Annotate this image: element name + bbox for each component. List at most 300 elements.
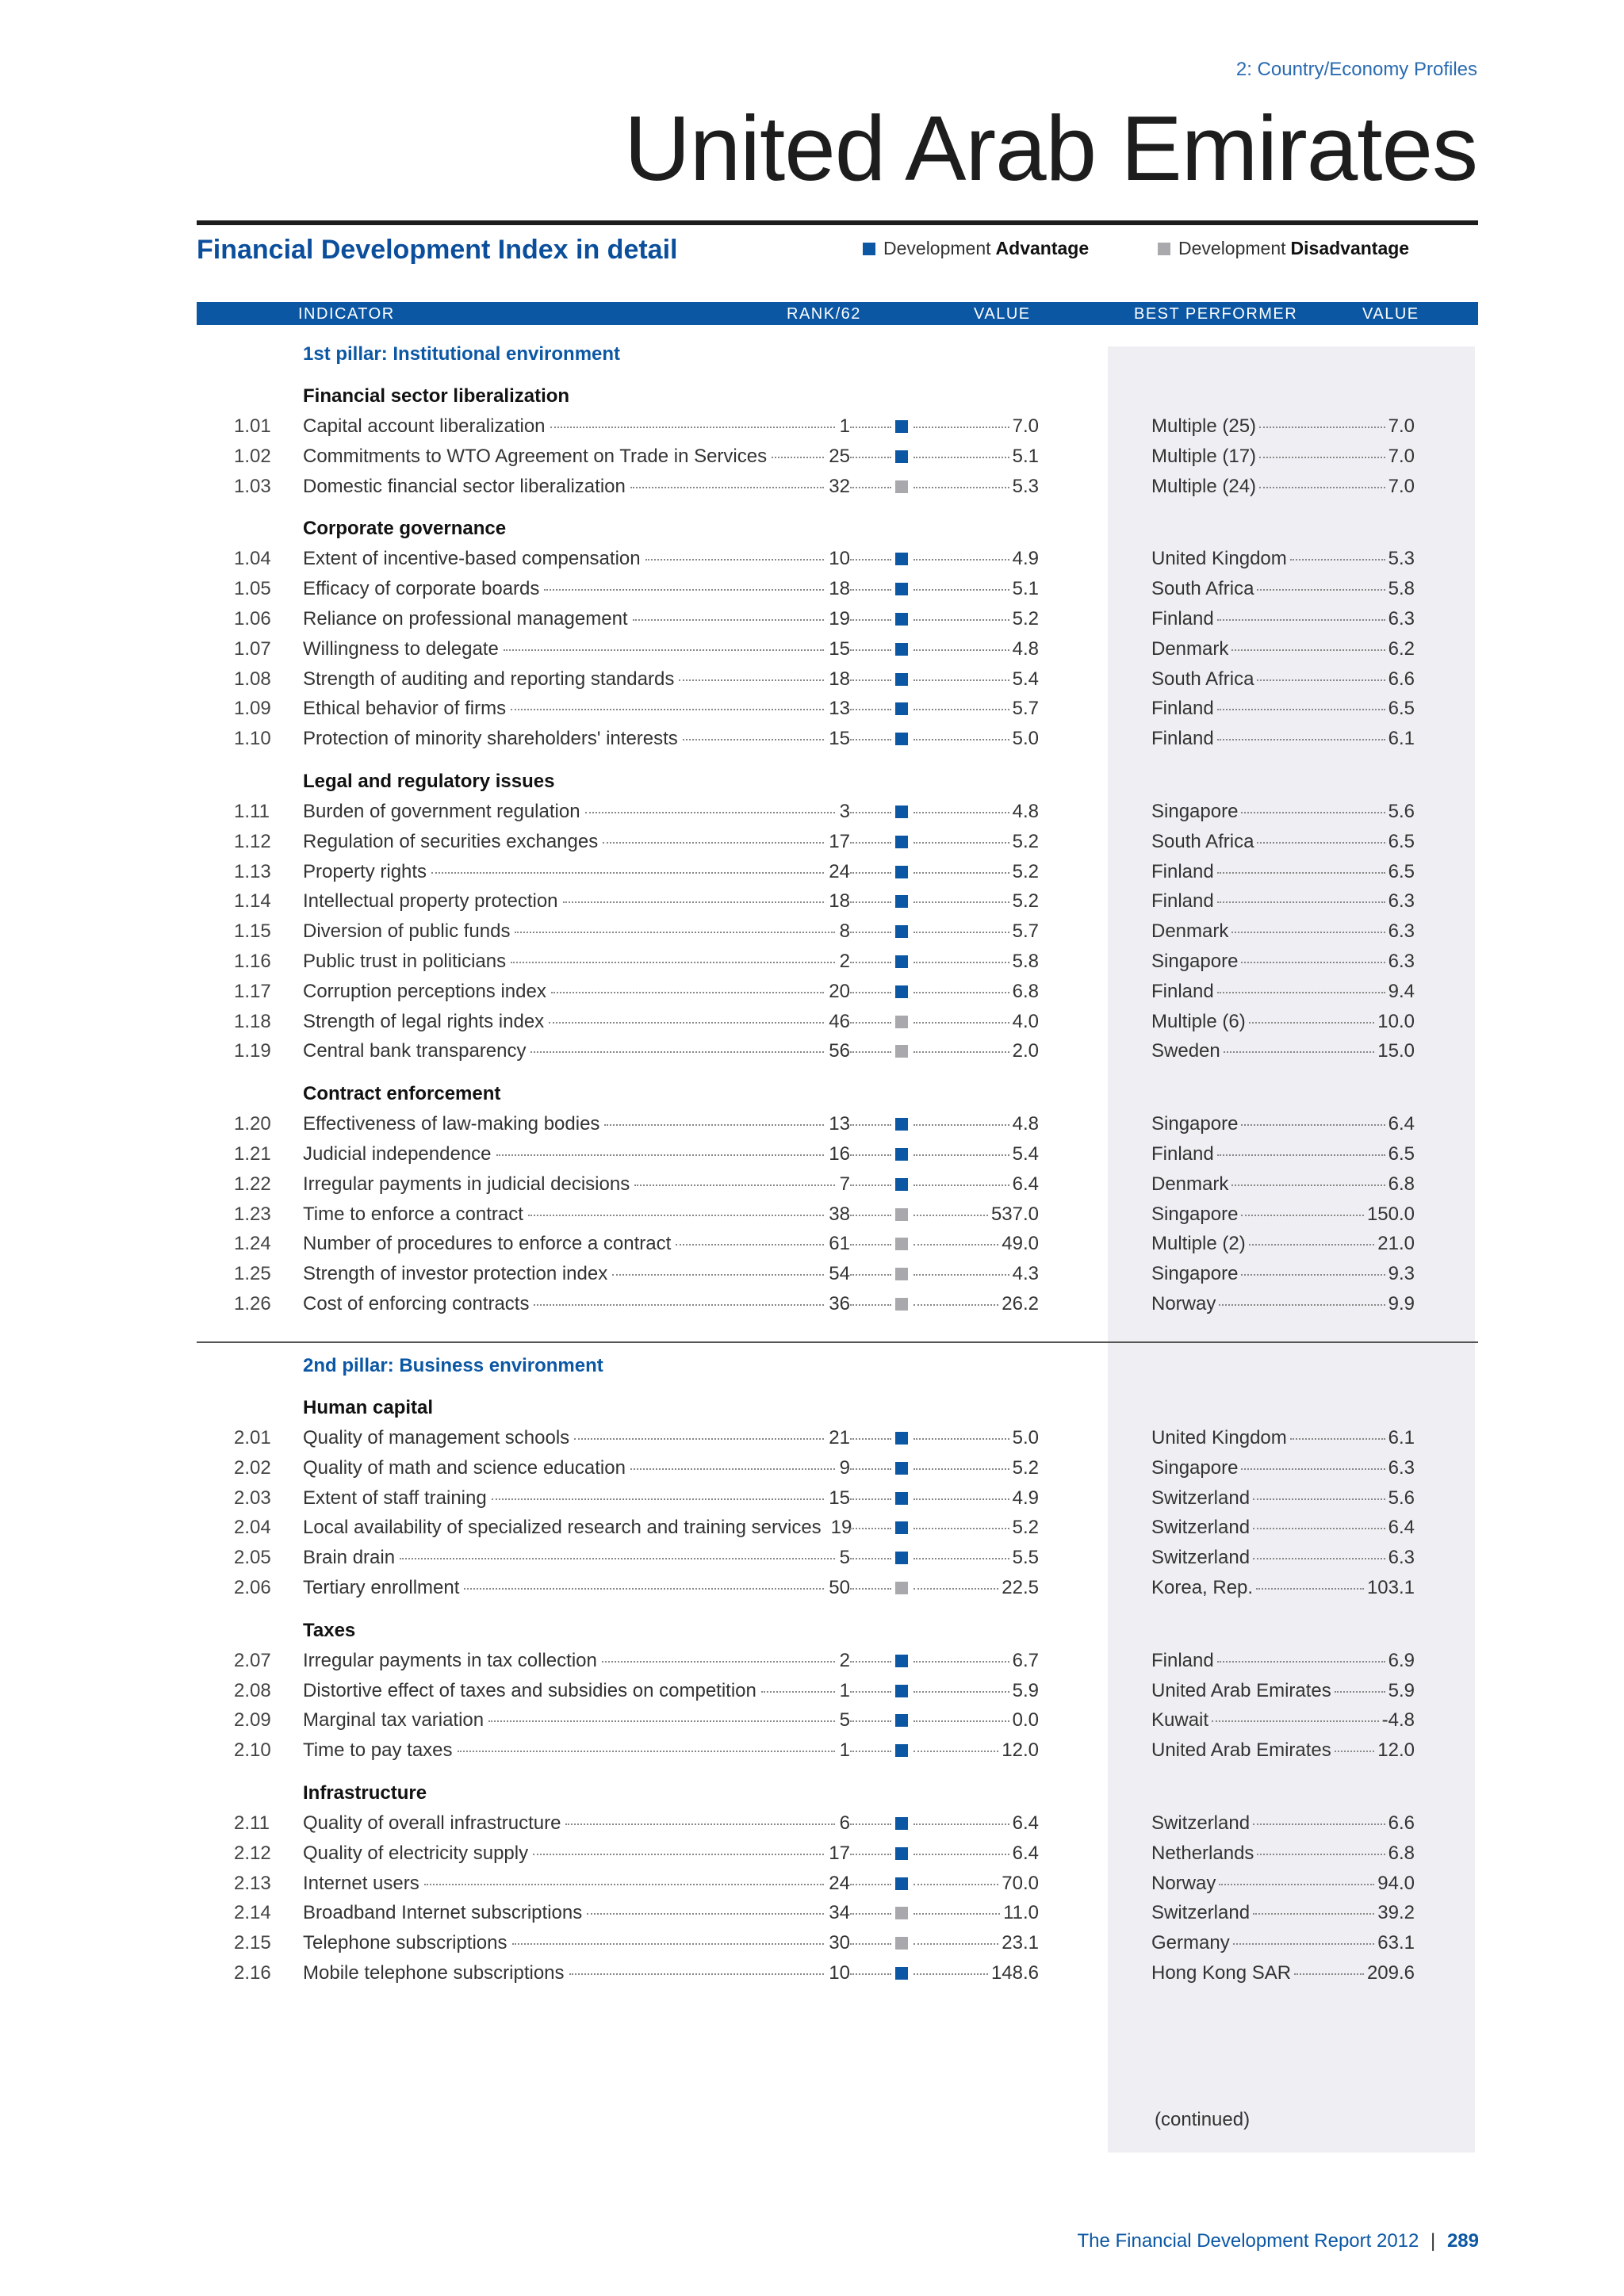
- dot-leader: [850, 1913, 891, 1915]
- indicator-cell: [303, 608, 850, 630]
- best-performer-cell: [1151, 1113, 1415, 1135]
- dot-leader: [458, 1751, 835, 1752]
- indicator-cell: [303, 1173, 850, 1196]
- best-performer-value: 6.1: [1388, 1427, 1415, 1448]
- dot-leader: [1257, 589, 1385, 591]
- indicator-number: 1.25: [234, 1263, 271, 1285]
- best-performer-value: 9.4: [1388, 980, 1415, 1002]
- group-title: Contract enforcement: [303, 1083, 501, 1105]
- rank-value: 24: [829, 1872, 850, 1894]
- indicator-cell: [303, 951, 850, 973]
- value-cell: [914, 1427, 1039, 1449]
- best-performer-cell: [1151, 831, 1415, 853]
- best-performer-name: Singapore: [1151, 1263, 1239, 1285]
- dot-leader: [1217, 739, 1385, 740]
- indicator-value: 0.0: [1012, 1709, 1039, 1732]
- advantage-square-icon: [895, 553, 908, 565]
- best-performer-value: 5.8: [1388, 578, 1415, 600]
- best-performer-name: Multiple (25): [1151, 415, 1257, 437]
- dot-leader: [850, 1438, 891, 1440]
- indicator-value: 5.0: [1012, 728, 1039, 750]
- table-row: [0, 1011, 1624, 1039]
- value-cell: [914, 1203, 1039, 1226]
- col-indicator: INDICATOR: [298, 305, 395, 323]
- indicator-number: 2.08: [234, 1679, 271, 1701]
- group-title: Corporate governance: [303, 518, 507, 540]
- table-row: [0, 1293, 1624, 1322]
- table-row: [0, 578, 1624, 607]
- advantage-square-icon: [895, 583, 908, 595]
- dot-leader: [1217, 1154, 1385, 1156]
- rank-value: 56: [829, 1040, 850, 1062]
- best-performer-cell: [1151, 951, 1415, 973]
- dot-leader: [1253, 1498, 1385, 1500]
- advantage-square-icon: [895, 450, 908, 463]
- dot-leader: [1249, 1244, 1375, 1246]
- best-performer-name: Switzerland: [1151, 1547, 1251, 1569]
- dot-leader: [914, 962, 1009, 963]
- advantage-square-icon: [895, 836, 908, 848]
- dot-leader: [850, 1751, 891, 1752]
- rank-value: 50: [829, 1577, 850, 1598]
- table-row: [0, 476, 1624, 504]
- indicator-cell: [303, 1650, 850, 1672]
- indicator-name: Irregular payments in judicial decisions: [303, 1173, 630, 1195]
- best-performer-cell: [1151, 1011, 1415, 1033]
- dot-leader: [550, 427, 835, 428]
- index-heading: Financial Development Index in detail: [197, 235, 678, 265]
- indicator-cell: [303, 1517, 850, 1539]
- advantage-square-icon: [895, 866, 908, 878]
- dot-leader: [1290, 1438, 1385, 1440]
- best-performer-value: 39.2: [1377, 1902, 1415, 1924]
- indicator-value: 5.1: [1012, 578, 1039, 600]
- best-performer-name: Norway: [1151, 1872, 1216, 1894]
- dot-leader: [850, 619, 891, 621]
- indicator-number: 2.12: [234, 1842, 271, 1864]
- dot-leader: [914, 1274, 1009, 1276]
- best-performer-value: 6.6: [1388, 668, 1415, 690]
- indicator-value: 4.8: [1012, 801, 1039, 822]
- dot-leader: [850, 1215, 891, 1216]
- dot-leader: [569, 1973, 825, 1975]
- rank-value: 61: [829, 1233, 850, 1255]
- value-cell: [914, 1173, 1039, 1196]
- table-row: [0, 831, 1624, 859]
- indicator-number: 2.02: [234, 1456, 271, 1479]
- best-performer-cell: [1151, 1709, 1415, 1732]
- table-row: [0, 608, 1624, 637]
- best-performer-cell: [1151, 801, 1415, 823]
- indicator-cell: [303, 1263, 850, 1285]
- best-performer-value: 9.3: [1388, 1263, 1415, 1285]
- dot-leader: [1231, 649, 1385, 651]
- dot-leader: [1241, 962, 1385, 963]
- best-performer-name: Finland: [1151, 1143, 1214, 1165]
- best-performer-value: 21.0: [1377, 1233, 1415, 1255]
- dot-leader: [914, 1823, 1009, 1825]
- best-performer-value: 209.6: [1366, 1962, 1415, 1984]
- indicator-number: 1.07: [234, 637, 271, 660]
- dot-leader: [914, 1244, 998, 1246]
- advantage-square-icon: [895, 895, 908, 908]
- indicator-cell: [303, 668, 850, 691]
- indicator-cell: [303, 1843, 850, 1865]
- value-cell: [914, 638, 1039, 660]
- table-row: [0, 1577, 1624, 1605]
- indicator-value: 5.2: [1012, 890, 1039, 913]
- dot-leader: [850, 739, 891, 740]
- best-performer-name: Finland: [1151, 980, 1214, 1002]
- dot-leader: [850, 1823, 891, 1825]
- section-label: 2: Country/Economy Profiles: [1235, 59, 1477, 80]
- rank-value: 2: [839, 1649, 850, 1671]
- dot-leader: [850, 1022, 891, 1024]
- best-performer-cell: [1151, 1577, 1415, 1599]
- dot-leader: [850, 1468, 891, 1470]
- best-performer-cell: [1151, 1680, 1415, 1702]
- advantage-square-icon: [895, 420, 908, 433]
- indicator-name: Property rights: [303, 860, 427, 882]
- dot-leader: [850, 1051, 891, 1053]
- best-performer-cell: [1151, 415, 1415, 438]
- dot-leader: [761, 1691, 835, 1693]
- best-performer-name: Singapore: [1151, 1456, 1239, 1479]
- indicator-value: 6.4: [1012, 1173, 1039, 1195]
- advantage-square-icon: [895, 1877, 908, 1890]
- dot-leader: [551, 992, 824, 993]
- dot-leader: [1212, 1720, 1379, 1722]
- indicator-number: 2.13: [234, 1872, 271, 1894]
- rank-value: 25: [829, 445, 850, 467]
- dot-leader: [914, 872, 1009, 874]
- dot-leader: [914, 1215, 988, 1216]
- indicator-value: 26.2: [1002, 1293, 1039, 1314]
- dot-leader: [850, 901, 891, 903]
- table-row: [0, 1040, 1624, 1069]
- indicator-number: 1.14: [234, 890, 271, 913]
- best-performer-name: South Africa: [1151, 578, 1254, 600]
- dot-leader: [1217, 901, 1385, 903]
- best-performer-cell: [1151, 1263, 1415, 1285]
- dot-leader: [1257, 1854, 1385, 1855]
- indicator-number: 1.21: [234, 1143, 271, 1165]
- pillar-title: 1st pillar: Institutional environment: [303, 343, 621, 365]
- best-performer-cell: [1151, 1203, 1415, 1226]
- dot-leader: [914, 1691, 1009, 1693]
- best-performer-cell: [1151, 548, 1415, 570]
- rank-value: 34: [829, 1902, 850, 1924]
- indicator-cell: [303, 1143, 850, 1165]
- indicator-number: 1.08: [234, 668, 271, 690]
- table-row: [0, 1203, 1624, 1232]
- rank-value: 18: [829, 578, 850, 600]
- table-row: [0, 548, 1624, 576]
- dot-leader: [914, 1751, 998, 1752]
- dot-leader: [1294, 1973, 1364, 1975]
- advantage-swatch-icon: [863, 243, 875, 255]
- dot-leader: [914, 1661, 1009, 1663]
- indicator-value: 6.8: [1012, 980, 1039, 1002]
- indicator-cell: [303, 1487, 850, 1510]
- rank-value: 5: [839, 1547, 850, 1569]
- dot-leader: [914, 457, 1009, 458]
- group-title: Human capital: [303, 1397, 434, 1418]
- indicator-number: 1.10: [234, 728, 271, 750]
- value-cell: [914, 1293, 1039, 1315]
- indicator-name: Irregular payments in tax collection: [303, 1649, 597, 1671]
- rank-value: 17: [829, 1842, 850, 1864]
- best-performer-value: 6.5: [1388, 830, 1415, 852]
- rank-value: 9: [839, 1456, 850, 1479]
- best-performer-cell: [1151, 890, 1415, 913]
- indicator-name: Time to enforce a contract: [303, 1203, 523, 1225]
- dot-leader: [914, 649, 1009, 651]
- dot-leader: [850, 872, 891, 874]
- indicator-value: 5.4: [1012, 1143, 1039, 1165]
- group-title: Financial sector liberalization: [303, 385, 570, 407]
- best-performer-name: Switzerland: [1151, 1487, 1251, 1509]
- dot-leader: [850, 457, 891, 458]
- dot-leader: [914, 589, 1009, 591]
- value-cell: [914, 1011, 1039, 1033]
- dot-leader: [1257, 842, 1385, 844]
- indicator-value: 5.2: [1012, 830, 1039, 852]
- indicator-number: 1.09: [234, 698, 271, 720]
- dot-leader: [1249, 1022, 1375, 1024]
- col-value: VALUE: [974, 305, 1031, 323]
- dot-leader: [1217, 1661, 1385, 1663]
- indicator-cell: [303, 1011, 850, 1033]
- dot-leader: [914, 739, 1009, 740]
- dot-leader: [850, 1973, 891, 1975]
- best-performer-value: 6.6: [1388, 1812, 1415, 1834]
- dot-leader: [676, 1244, 824, 1246]
- value-cell: [914, 1487, 1039, 1510]
- best-performer-value: 6.3: [1388, 920, 1415, 943]
- rank-value: 20: [829, 980, 850, 1002]
- value-cell: [914, 1962, 1039, 1984]
- dot-leader: [1259, 487, 1385, 488]
- indicator-cell: [303, 890, 850, 913]
- group-title: Taxes: [303, 1619, 356, 1641]
- dot-leader: [679, 679, 824, 681]
- value-cell: [914, 1739, 1039, 1762]
- indicator-name: Quality of electricity supply: [303, 1842, 529, 1864]
- indicator-name: Quality of management schools: [303, 1427, 570, 1448]
- value-cell: [914, 981, 1039, 1003]
- indicator-value: 5.2: [1012, 608, 1039, 629]
- indicator-name: Domestic financial sector liberalization: [303, 475, 626, 497]
- indicator-number: 1.04: [234, 548, 271, 570]
- dot-leader: [488, 1720, 835, 1722]
- disadvantage-square-icon: [895, 1937, 908, 1950]
- dot-leader: [850, 1720, 891, 1722]
- best-performer-name: South Africa: [1151, 830, 1254, 852]
- best-performer-cell: [1151, 1143, 1415, 1165]
- indicator-number: 1.22: [234, 1173, 271, 1195]
- indicator-cell: [303, 801, 850, 823]
- table-row: [0, 890, 1624, 919]
- dot-leader: [602, 1661, 835, 1663]
- table-row: [0, 1547, 1624, 1575]
- indicator-value: 5.7: [1012, 920, 1039, 943]
- indicator-cell: [303, 1427, 850, 1449]
- indicator-value: 5.3: [1012, 475, 1039, 497]
- indicator-value: 2.0: [1012, 1040, 1039, 1062]
- disadvantage-square-icon: [895, 1045, 908, 1058]
- best-performer-value: 6.4: [1388, 1113, 1415, 1135]
- rank-value: 1: [839, 1679, 850, 1701]
- table-row: [0, 638, 1624, 667]
- best-performer-name: Multiple (24): [1151, 475, 1257, 497]
- indicator-name: Burden of government regulation: [303, 801, 580, 822]
- indicator-cell: [303, 831, 850, 853]
- rank-value: 13: [829, 1113, 850, 1135]
- indicator-number: 2.15: [234, 1932, 271, 1954]
- dot-leader: [850, 649, 891, 651]
- table-row: [0, 1457, 1624, 1486]
- best-performer-cell: [1151, 1233, 1415, 1255]
- dot-leader: [850, 1854, 891, 1855]
- table-row: [0, 1709, 1624, 1738]
- indicator-number: 2.04: [234, 1517, 271, 1539]
- best-performer-name: Norway: [1151, 1293, 1216, 1314]
- best-performer-value: 10.0: [1377, 1010, 1415, 1032]
- dot-leader: [850, 487, 891, 488]
- footer-report-title: The Financial Development Report 2012: [1077, 2230, 1419, 2252]
- rank-value: 38: [829, 1203, 850, 1225]
- indicator-name: Commitments to WTO Agreement on Trade in Services: [303, 445, 768, 467]
- table-row: [0, 1233, 1624, 1261]
- indicator-number: 1.19: [234, 1040, 271, 1062]
- indicator-value: 5.0: [1012, 1427, 1039, 1448]
- best-performer-name: Multiple (17): [1151, 445, 1257, 467]
- best-performer-cell: [1151, 920, 1415, 943]
- dot-leader: [850, 1154, 891, 1156]
- indicator-cell: [303, 1680, 850, 1702]
- advantage-square-icon: [895, 702, 908, 715]
- indicator-name: Willingness to delegate: [303, 637, 499, 660]
- indicator-number: 1.01: [234, 415, 271, 437]
- indicator-number: 2.14: [234, 1902, 271, 1924]
- top-rule: [197, 220, 1478, 225]
- advantage-square-icon: [895, 1967, 908, 1980]
- indicator-cell: [303, 1902, 850, 1924]
- dot-leader: [511, 709, 824, 710]
- dot-leader: [850, 842, 891, 844]
- indicator-name: Telephone subscriptions: [303, 1932, 508, 1954]
- dot-leader: [512, 1943, 825, 1945]
- dot-leader: [850, 1274, 891, 1276]
- advantage-square-icon: [895, 1178, 908, 1191]
- table-row: [0, 1962, 1624, 1991]
- value-cell: [914, 1873, 1039, 1895]
- indicator-cell: [303, 638, 850, 660]
- indicator-value: 4.0: [1012, 1010, 1039, 1032]
- best-performer-name: United Arab Emirates: [1151, 1679, 1331, 1701]
- best-performer-name: South Africa: [1151, 668, 1254, 690]
- dot-leader: [914, 1438, 1009, 1440]
- indicator-number: 2.09: [234, 1709, 271, 1732]
- indicator-cell: [303, 578, 850, 600]
- dot-leader: [914, 1124, 1009, 1126]
- indicator-value: 5.4: [1012, 668, 1039, 690]
- best-performer-value: 5.6: [1388, 801, 1415, 822]
- dot-leader: [504, 649, 824, 651]
- value-cell: [914, 1650, 1039, 1672]
- dot-leader: [1219, 1304, 1385, 1306]
- rank-value: 18: [829, 668, 850, 690]
- col-best-performer: BEST PERFORMER: [1134, 305, 1298, 323]
- value-cell: [914, 476, 1039, 498]
- indicator-value: 23.1: [1002, 1932, 1039, 1954]
- indicator-name: Distortive effect of taxes and subsidies on competition: [303, 1679, 756, 1701]
- advantage-square-icon: [895, 806, 908, 818]
- best-performer-cell: [1151, 446, 1415, 468]
- table-row: [0, 1173, 1624, 1202]
- dot-leader: [850, 1244, 891, 1246]
- table-row: [0, 698, 1624, 726]
- value-cell: [914, 608, 1039, 630]
- indicator-name: Strength of auditing and reporting standards: [303, 668, 675, 690]
- value-cell: [914, 548, 1039, 570]
- best-performer-value: 6.8: [1388, 1842, 1415, 1864]
- indicator-cell: [303, 1203, 850, 1226]
- best-performer-cell: [1151, 1962, 1415, 1984]
- indicator-name: Broadband Internet subscriptions: [303, 1902, 583, 1924]
- dot-leader: [1259, 427, 1385, 428]
- dot-leader: [914, 1154, 1009, 1156]
- indicator-cell: [303, 1709, 850, 1732]
- value-cell: [914, 1113, 1039, 1135]
- advantage-square-icon: [895, 613, 908, 626]
- table-row: [0, 951, 1624, 979]
- group-title: Infrastructure: [303, 1782, 427, 1804]
- indicator-name: Extent of staff training: [303, 1487, 487, 1509]
- indicator-value: 7.0: [1012, 415, 1039, 437]
- best-performer-cell: [1151, 861, 1415, 883]
- table-row: [0, 1427, 1624, 1456]
- indicator-cell: [303, 861, 850, 883]
- footer-separator: |: [1431, 2230, 1436, 2252]
- best-performer-name: Switzerland: [1151, 1812, 1251, 1834]
- best-performer-value: 6.2: [1388, 637, 1415, 660]
- indicator-number: 1.26: [234, 1293, 271, 1314]
- dot-leader: [603, 842, 824, 844]
- best-performer-value: 6.3: [1388, 1547, 1415, 1569]
- indicator-name: Effectiveness of law-making bodies: [303, 1113, 600, 1135]
- indicator-value: 70.0: [1002, 1872, 1039, 1894]
- dot-leader: [633, 619, 825, 621]
- indicator-name: Strength of investor protection index: [303, 1263, 608, 1285]
- dot-leader: [1231, 932, 1385, 933]
- value-cell: [914, 578, 1039, 600]
- dot-leader: [1290, 559, 1385, 561]
- disadvantage-square-icon: [895, 1907, 908, 1919]
- country-title: United Arab Emirates: [623, 97, 1477, 200]
- advantage-square-icon: [895, 643, 908, 656]
- dot-leader: [585, 812, 835, 813]
- value-cell: [914, 1547, 1039, 1569]
- indicator-name: Local availability of specialized research and training services: [303, 1517, 822, 1539]
- pillar-divider: [197, 1341, 1478, 1343]
- dot-leader: [850, 1124, 891, 1126]
- best-performer-name: United Kingdom: [1151, 1427, 1287, 1448]
- table-row: [0, 861, 1624, 890]
- rank-value: 36: [829, 1293, 850, 1314]
- dot-leader: [850, 1184, 891, 1186]
